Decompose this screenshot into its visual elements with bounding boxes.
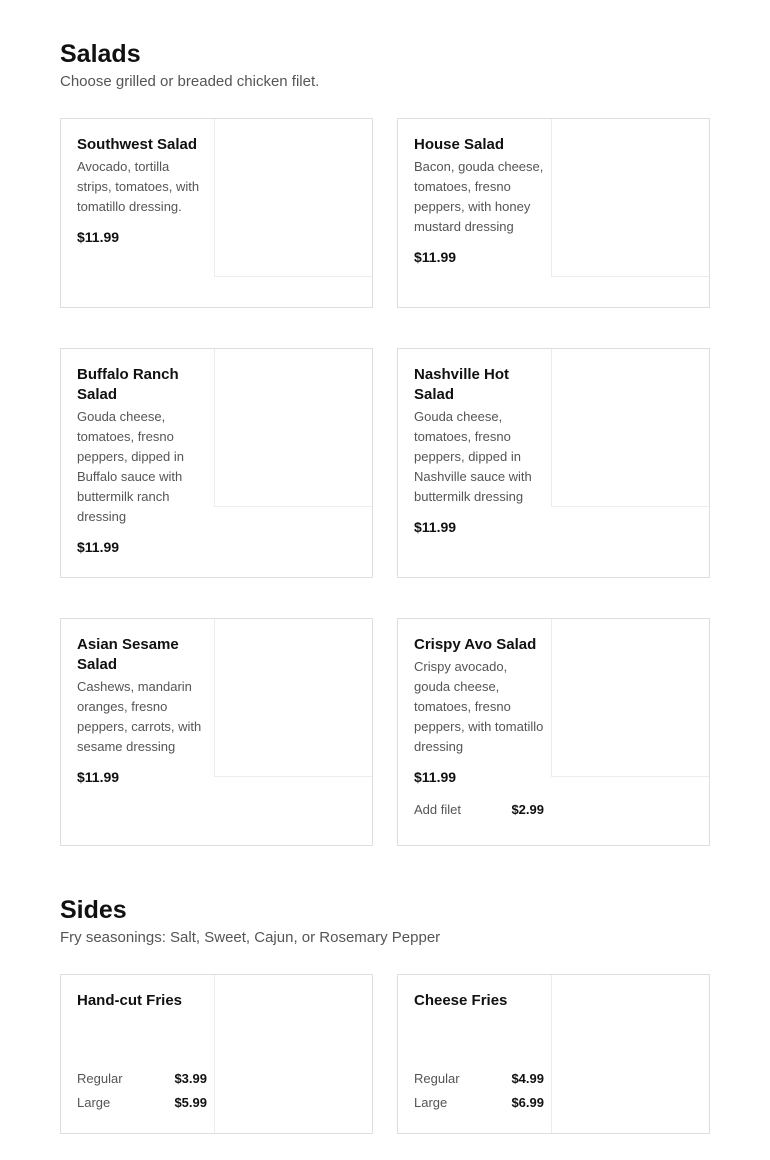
item-description: Avocado, tortilla strips, tomatoes, with tomatillo dressing. (77, 159, 200, 214)
menu-item-card-cheese-fries[interactable] (397, 974, 710, 1134)
salads-section-title: Salads (60, 40, 141, 68)
menu-item-card-crispy-avo-salad[interactable] (397, 618, 710, 846)
menu-item-card-buffalo-ranch-salad[interactable] (60, 348, 373, 578)
size-price: $5.99 (174, 1095, 207, 1110)
item-name: Cheese Fries (414, 992, 508, 1009)
item-image (551, 349, 709, 507)
item-price: $11.99 (77, 539, 120, 555)
item-name: Buffalo Ranch Salad (77, 366, 179, 403)
menu-item-text (77, 365, 207, 557)
item-name: Nashville Hot Salad (414, 366, 510, 403)
item-description: Gouda cheese, tomatoes, fresno peppers, dipped in Nashville sauce with buttermilk dressing (414, 409, 532, 504)
sides-section-title: Sides (60, 896, 127, 924)
item-image (551, 975, 709, 1133)
item-price: $11.99 (77, 769, 120, 785)
size-price: $3.99 (174, 1071, 207, 1086)
menu-item-text (77, 635, 207, 787)
item-name: Asian Sesame Salad (77, 636, 179, 673)
item-price: $11.99 (414, 249, 457, 265)
size-option-large[interactable] (77, 1091, 207, 1115)
size-label: Regular (414, 1071, 460, 1086)
size-options (414, 1067, 544, 1115)
item-description: Cashews, mandarin oranges, fresno peppers, carrots, with sesame dressing (77, 679, 202, 754)
menu-item-text (414, 365, 544, 537)
menu-item-card-hand-cut-fries[interactable] (60, 974, 373, 1134)
size-label: Large (77, 1095, 111, 1110)
item-price: $11.99 (414, 769, 457, 785)
item-name: Crispy Avo Salad (414, 636, 537, 653)
item-image (214, 975, 372, 1133)
size-option-regular[interactable] (77, 1067, 207, 1091)
menu-item-text (77, 135, 207, 247)
item-price: $11.99 (414, 519, 457, 535)
item-price: $11.99 (77, 229, 120, 245)
menu-item-card-nashville-hot-salad[interactable] (397, 348, 710, 578)
addon-label: Add filet (414, 802, 461, 817)
sides-section-subtitle: Fry seasonings: Salt, Sweet, Cajun, or Rosemary Pepper (60, 929, 441, 946)
size-option-large[interactable] (414, 1091, 544, 1115)
item-name: Southwest Salad (77, 136, 198, 153)
item-description: Crispy avocado, gouda cheese, tomatoes, fresno peppers, with tomatillo dressing (414, 659, 544, 754)
size-price: $6.99 (511, 1095, 544, 1110)
item-name: House Salad (414, 136, 505, 153)
addon-price: $2.99 (511, 802, 544, 817)
item-description: Gouda cheese, tomatoes, fresno peppers, dipped in Buffalo sauce with buttermilk ranch dressing (77, 409, 184, 524)
item-image (214, 119, 372, 277)
item-image (551, 119, 709, 277)
size-label: Large (414, 1095, 448, 1110)
size-option-regular[interactable] (414, 1067, 544, 1091)
salads-section-subtitle: Choose grilled or breaded chicken filet. (60, 73, 320, 90)
menu-item-card-house-salad[interactable] (397, 118, 710, 308)
menu-item-text (414, 635, 544, 819)
item-image (214, 619, 372, 777)
menu-item-text (77, 991, 207, 1011)
menu-item-card-asian-sesame-salad[interactable] (60, 618, 373, 846)
item-description: Bacon, gouda cheese, tomatoes, fresno peppers, with honey mustard dressing (414, 159, 544, 234)
addon-option[interactable] (414, 801, 544, 819)
item-image (214, 349, 372, 507)
size-price: $4.99 (511, 1071, 544, 1086)
item-name: Hand-cut Fries (77, 992, 183, 1009)
menu-item-text (414, 135, 544, 267)
menu-item-card-southwest-salad[interactable] (60, 118, 373, 308)
item-image (551, 619, 709, 777)
size-label: Regular (77, 1071, 123, 1086)
size-options (77, 1067, 207, 1115)
menu-item-text (414, 991, 544, 1011)
